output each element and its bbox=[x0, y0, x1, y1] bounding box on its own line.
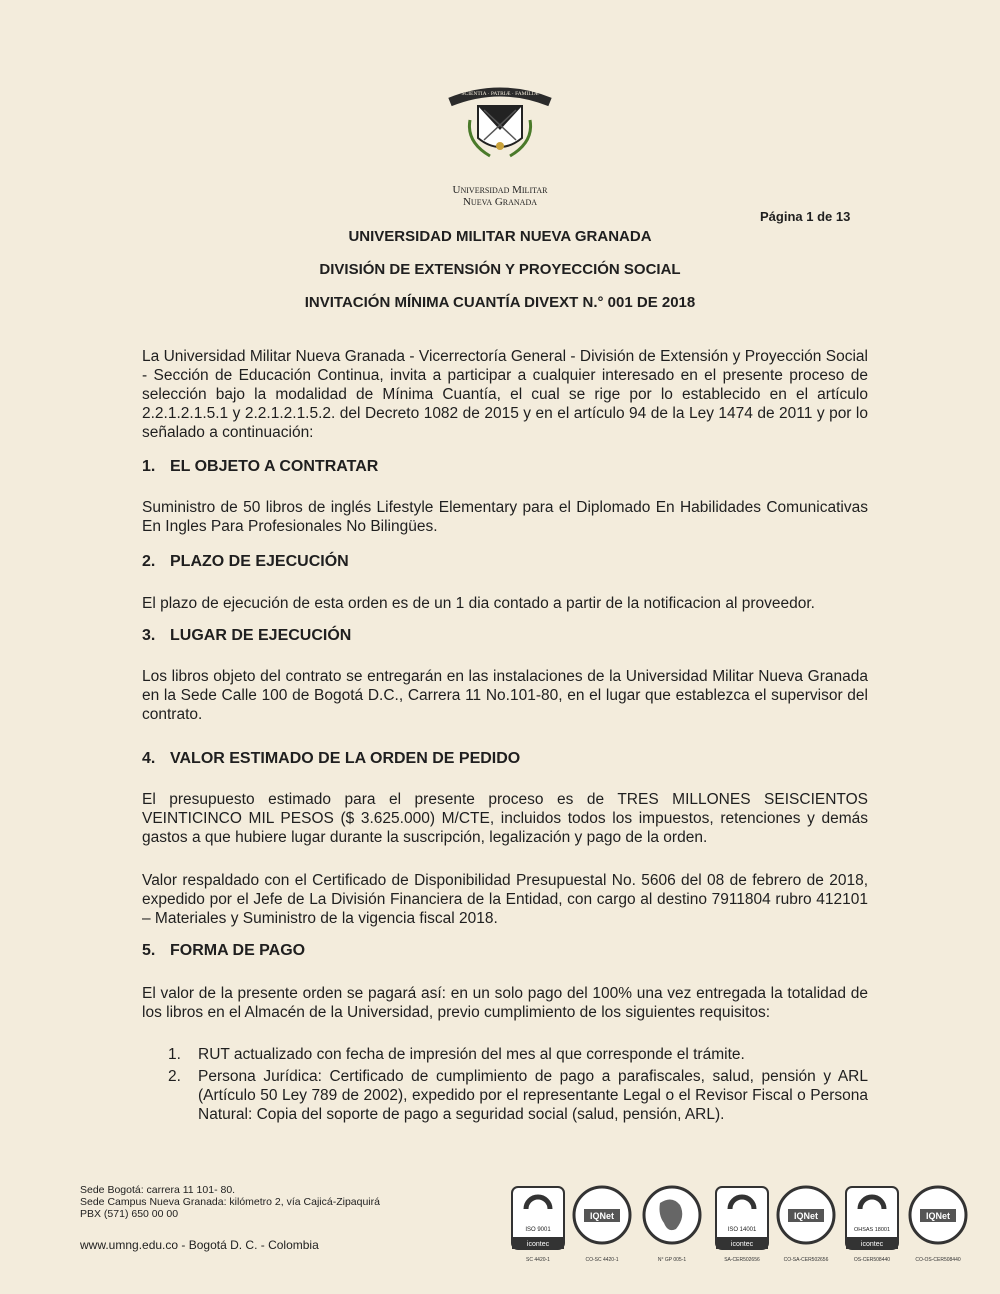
document-title-university: UNIVERSIDAD MILITAR NUEVA GRANADA bbox=[348, 228, 652, 245]
document-title-division: DIVISIÓN DE EXTENSIÓN Y PROYECCIÓN SOCIAL bbox=[319, 261, 681, 278]
icontec-iso14001-seal bbox=[716, 1187, 768, 1263]
svg-text:CO-OS-CER508440: CO-OS-CER508440 bbox=[915, 1257, 961, 1263]
list-item-number: 2. bbox=[168, 1068, 181, 1085]
footer-address bbox=[80, 1184, 380, 1220]
svg-text:IQNet: IQNet bbox=[793, 1211, 819, 1221]
list-item-number: 1. bbox=[168, 1046, 181, 1063]
page-number: Página 1 de 13 bbox=[760, 209, 851, 224]
list-item-text: RUT actualizado con fecha de impresión del mes al que corresponde el trámite. bbox=[198, 1046, 745, 1063]
svg-text:OHSAS 18001: OHSAS 18001 bbox=[853, 1227, 891, 1233]
certification-seals bbox=[510, 1185, 970, 1265]
list-item bbox=[168, 1067, 868, 1124]
svg-text:SC 4420-1: SC 4420-1 bbox=[526, 1257, 550, 1263]
section-title: EL OBJETO A CONTRATAR bbox=[170, 458, 379, 475]
intro-paragraph: La Universidad Militar Nueva Granada - Vicerrectoría General - División de Extensión y Proyección Social - Sección de Educación Continua, invita a participar a cualquier interesado en el presente proceso de selección bajo la modalidad de Mínima Cuantía, el cual se rige por lo establecido en el artículo 2.2.1.2.1.5.1 y 2.2.1.2.1.5.2. del Decreto 1082 de 2015 y en el artículo 94 de la Ley 1474 de 2011 y por lo señalado a continuación: bbox=[142, 348, 868, 441]
svg-text:IQNet: IQNet bbox=[925, 1211, 951, 1221]
section-title: FORMA DE PAGO bbox=[170, 942, 306, 959]
section-number: 5. bbox=[142, 942, 156, 959]
footer-address-line: Sede Campus Nueva Granada: kilómetro 2, vía Cajicá-Zipaquirá bbox=[80, 1196, 380, 1208]
requirements-list bbox=[168, 1045, 868, 1127]
icontec-ohsas18001-seal bbox=[846, 1187, 898, 1263]
svg-text:SCIENTIA · PATRIÆ · FAMILIÆ: SCIENTIA · PATRIÆ · FAMILIÆ bbox=[461, 91, 539, 97]
crest-institution-name bbox=[400, 184, 600, 208]
section-3-body: Los libros objeto del contrato se entregarán en las instalaciones de la Universidad Militar Nueva Granada en la Sede Calle 100 de Bogotá D.C., Carrera 11 No.101-80, en el lugar que establezca el supervisor del contrato. bbox=[142, 668, 868, 723]
svg-text:CO-SC 4420-1: CO-SC 4420-1 bbox=[585, 1257, 619, 1263]
crest-name-line-1: Universidad Militar bbox=[452, 184, 548, 196]
section-title: VALOR ESTIMADO DE LA ORDEN DE PEDIDO bbox=[170, 750, 521, 767]
section-1-body: Suministro de 50 libros de inglés Lifestyle Elementary para el Diplomado En Habilidades Comunicativas En Ingles Para Profesionales No Bilingües. bbox=[142, 499, 868, 535]
svg-text:icontec: icontec bbox=[730, 1241, 754, 1248]
svg-text:N° GP 005-1: N° GP 005-1 bbox=[657, 1257, 687, 1263]
section-heading-4 bbox=[142, 750, 520, 768]
section-number: 4. bbox=[142, 750, 156, 767]
section-number: 1. bbox=[142, 458, 156, 475]
gp-quality-seal bbox=[644, 1187, 700, 1263]
iqnet-seal-2 bbox=[778, 1187, 834, 1263]
footer-website: www.umng.edu.co - Bogotá D. C. - Colombia bbox=[80, 1238, 319, 1252]
section-number: 2. bbox=[142, 553, 156, 570]
section-heading-1 bbox=[142, 458, 378, 476]
section-heading-3 bbox=[142, 627, 351, 645]
svg-text:icontec: icontec bbox=[526, 1241, 550, 1248]
section-title: LUGAR DE EJECUCIÓN bbox=[170, 627, 352, 644]
university-crest-logo bbox=[440, 80, 560, 175]
section-heading-2 bbox=[142, 553, 349, 571]
section-heading-5 bbox=[142, 942, 305, 960]
svg-text:IQNet: IQNet bbox=[589, 1211, 615, 1221]
list-item bbox=[168, 1045, 868, 1064]
svg-text:icontec: icontec bbox=[860, 1241, 884, 1248]
svg-text:CO-SA-CER502656: CO-SA-CER502656 bbox=[783, 1257, 829, 1263]
icontec-iso9001-seal bbox=[512, 1187, 564, 1263]
document-title-invitation: INVITACIÓN MÍNIMA CUANTÍA DIVEXT N.° 001 DE 2018 bbox=[304, 294, 696, 311]
iqnet-seal-3 bbox=[910, 1187, 966, 1263]
section-number: 3. bbox=[142, 627, 156, 644]
section-title: PLAZO DE EJECUCIÓN bbox=[170, 553, 349, 570]
svg-text:SA-CER502656: SA-CER502656 bbox=[724, 1257, 760, 1263]
footer-address-line: Sede Bogotá: carrera 11 101- 80. bbox=[80, 1184, 236, 1196]
list-item-text: Persona Jurídica: Certificado de cumplimiento de pago a parafiscales, salud, pensión y ARL (Artículo 50 Ley 789 de 2002), expedido por el representante Legal o el Revisor Fiscal o Persona Natural: Copia del soporte de pago a seguridad social (salud, pensión, ARL). bbox=[198, 1068, 868, 1123]
svg-text:ISO 9001: ISO 9001 bbox=[525, 1227, 551, 1233]
iqnet-seal-1 bbox=[574, 1187, 630, 1263]
footer-phone: PBX (571) 650 00 00 bbox=[80, 1208, 179, 1220]
svg-text:OS-CER508440: OS-CER508440 bbox=[853, 1257, 891, 1263]
section-4-body: El presupuesto estimado para el presente proceso es de TRES MILLONES SEISCIENTOS VEINTICINCO MIL PESOS ($ 3.625.000) M/CTE, incluidos todos los impuestos, retenciones y demás gastos a que hubiere lugar durante la suscripción, legalización y pago de la orden. bbox=[142, 791, 868, 846]
crest-name-line-2: Nueva Granada bbox=[462, 196, 538, 208]
svg-text:ISO 14001: ISO 14001 bbox=[727, 1227, 757, 1233]
section-4-body-2: Valor respaldado con el Certificado de Disponibilidad Presupuestal No. 5606 del 08 de febrero de 2018, expedido por el Jefe de La División Financiera de la Entidad, con cargo al destino 7911804 rubro 412101 – Materiales y Suministro de la vigencia fiscal 2018. bbox=[142, 872, 868, 927]
section-5-body: El valor de la presente orden se pagará así: en un solo pago del 100% una vez entregada la totalidad de los libros en el Almacén de la Universidad, previo cumplimiento de los siguientes requisitos: bbox=[142, 985, 868, 1021]
section-2-body: El plazo de ejecución de esta orden es de un 1 dia contado a partir de la notificacion al proveedor. bbox=[142, 595, 815, 612]
